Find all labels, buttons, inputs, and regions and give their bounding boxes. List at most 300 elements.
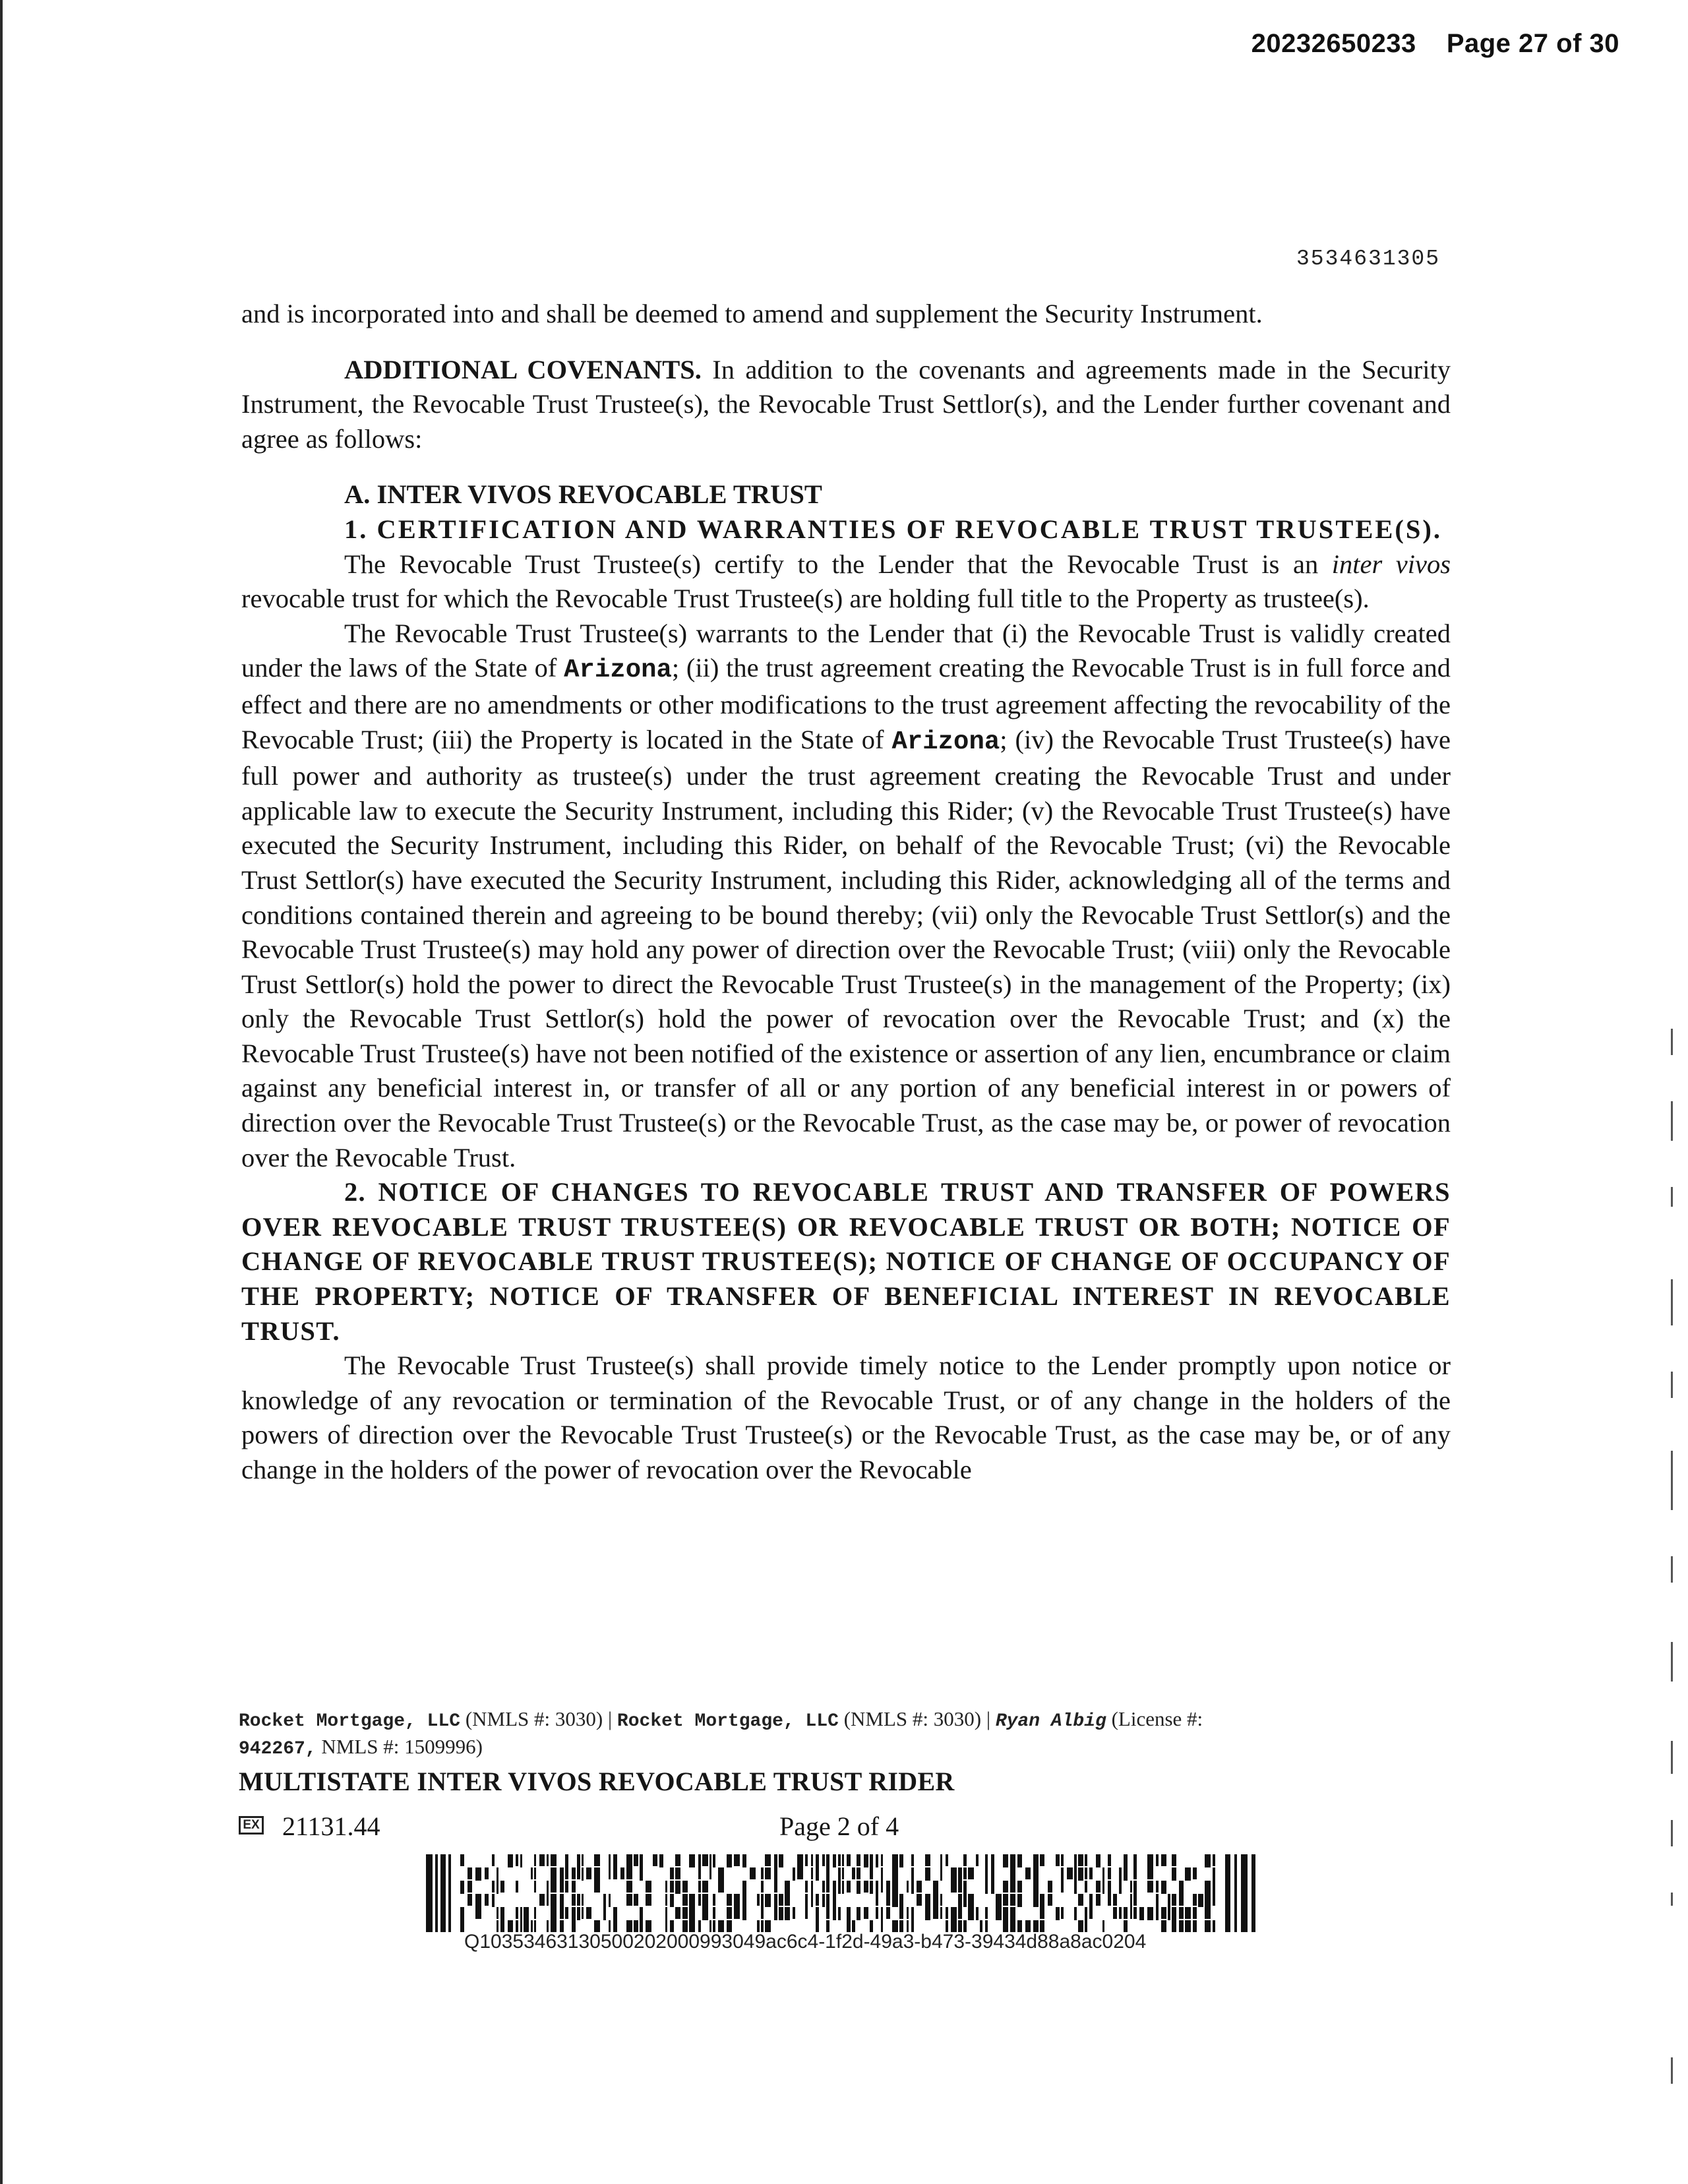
warranties-paragraph (241, 617, 1451, 1176)
barcode-module (811, 1854, 813, 1866)
originator-license: 942267, (239, 1739, 316, 1759)
barcode-module (626, 1894, 632, 1906)
barcode-module (1172, 1907, 1176, 1920)
form-page-number: Page 2 of 4 (779, 1811, 899, 1841)
barcode-module (870, 1854, 873, 1867)
barcode-module (551, 1907, 557, 1920)
warranties-text-1: The Revocable Trust Trustee(s) warrants to the Lender that (i) the Revocable Trust is validly created under the laws of the State of (241, 618, 1451, 683)
barcode-module (951, 1867, 957, 1881)
barcode-module (761, 1881, 764, 1893)
barcode-module (1193, 1907, 1197, 1919)
barcode-module (757, 1894, 760, 1906)
barcode-module (492, 1881, 495, 1893)
barcode-module (516, 1907, 518, 1919)
barcode-module (485, 1867, 489, 1879)
barcode-module (933, 1907, 938, 1919)
warranties-text-3: ; (iv) the Revocable Trust Trustee(s) have full power and authority as trustee(s) under the trust agreement creating the Revocable Trust and under applicable law to execute the Security Instrument, including this Rider; (v) the Revocable Trust Trustee(s) have executed the Security Instrument, including this Rider, on behalf of the Revocable Trust; (vi) the Revocable Trust Settlor(s) have executed the Security Instrument, including this Rider, acknowledging all of the terms and conditions contained therein and agreeing to be bound thereby; (vii) only the Revocable Trust Settlor(s) and the Revocable Trust Trustee(s) may hold any power of direction over the Revocable Trust; (viii) only the Revocable Trust Settlor(s) hold the power to direct the Revocable Trust Trustee(s) in the management of the Property; (ix) only the Revocable Trust Settlor(s) hold the power of revocation over the Revocable Trust; and (x) the Revocable Trust Trustee(s) have not been notified of the existence or assertion of any lien, encumbrance or claim against any beneficial interest in, or transfer of all or any portion of any beneficial interest in or powers of direction over the Revocable Trust Trustee(s) or the Revocable Trust, as the case may be, or power of revocation over the Revocable Trust. (241, 724, 1451, 1172)
barcode-module (1168, 1907, 1170, 1920)
barcode-module (857, 1867, 860, 1879)
form-title: MULTISTATE INTER VIVOS REVOCABLE TRUST RIDER (239, 1767, 955, 1796)
barcode-module (1089, 1867, 1093, 1879)
recording-number: 20232650233 (1251, 29, 1416, 58)
barcode-module (958, 1881, 962, 1893)
barcode-module (1161, 1920, 1166, 1932)
barcode-module (670, 1867, 674, 1879)
barcode-module (852, 1867, 855, 1879)
barcode-module (1130, 1907, 1132, 1919)
section-a-heading: A. INTER VIVOS REVOCABLE TRUST (344, 479, 822, 510)
barcode-module (805, 1881, 808, 1893)
barcode-module (838, 1881, 841, 1894)
barcode-module (985, 1854, 988, 1867)
barcode-module (958, 1867, 962, 1881)
barcode-module (520, 1907, 522, 1920)
barcode-module (634, 1894, 638, 1906)
barcode-module (876, 1854, 878, 1867)
barcode-module (682, 1894, 688, 1906)
barcode-module (1133, 1867, 1137, 1879)
barcode-module (475, 1894, 481, 1907)
barcode-module (1168, 1894, 1170, 1907)
barcode-module (1179, 1920, 1184, 1932)
barcode-module (626, 1867, 632, 1879)
barcode-module (1193, 1894, 1197, 1906)
barcode-module (917, 1881, 922, 1893)
barcode-module (460, 1907, 464, 1920)
barcode-module (1113, 1907, 1117, 1919)
barcode-module (1185, 1907, 1191, 1919)
originator-nmls: NMLS #: 1509996) (316, 1735, 483, 1758)
barcode-module (847, 1881, 851, 1893)
barcode-module (864, 1881, 868, 1893)
barcode-module (613, 1854, 617, 1867)
barcode-module (609, 1854, 611, 1867)
barcode-module (881, 1881, 883, 1893)
barcode-module (991, 1854, 994, 1867)
barcode-module (1213, 1920, 1215, 1932)
barcode-module (864, 1907, 868, 1919)
section-1-heading: 1. CERTIFICATION AND WARRANTIES OF REVOCABLE TRUST TRUSTEE(S). (344, 514, 1442, 544)
barcode-module (946, 1907, 948, 1919)
barcode-module (976, 1907, 979, 1920)
barcode-module (653, 1854, 657, 1866)
barcode-module (565, 1867, 568, 1879)
barcode-module (626, 1854, 632, 1867)
barcode-module (646, 1894, 651, 1906)
barcode-module (426, 1854, 433, 1932)
barcode-module (826, 1881, 829, 1893)
barcode-module (1102, 1867, 1104, 1881)
barcode-module (793, 1867, 795, 1881)
scan-edge-line (0, 0, 3, 2184)
barcode-module (440, 1854, 446, 1932)
barcode-module (838, 1867, 841, 1881)
barcode-module (500, 1907, 504, 1920)
barcode-module (911, 1854, 914, 1866)
barcode-module (911, 1907, 914, 1920)
barcode-module (1048, 1894, 1052, 1906)
barcode-module (586, 1867, 591, 1879)
barcode-module (1179, 1894, 1184, 1906)
barcode-module (1033, 1881, 1039, 1894)
barcode-module (886, 1907, 890, 1919)
barcode-module (1003, 1854, 1008, 1867)
barcode-module (475, 1867, 481, 1881)
barcode-module (689, 1907, 695, 1920)
barcode-module (1074, 1854, 1077, 1867)
barcode-module (811, 1867, 813, 1879)
barcode-module (646, 1881, 651, 1893)
barcode-module (750, 1867, 756, 1879)
barcode-module (1156, 1854, 1159, 1866)
intro-line: and is incorporated into and shall be deemed to amend and supplement the Security Instrument. (241, 299, 1263, 328)
barcode-module (968, 1894, 974, 1907)
barcode-module (713, 1854, 715, 1867)
barcode-module (1119, 1881, 1122, 1894)
barcode-module (886, 1894, 890, 1906)
barcode-module (582, 1854, 584, 1866)
barcode-module (675, 1867, 680, 1879)
lender-name: Rocket Mortgage, LLC (239, 1711, 461, 1732)
barcode-module (1085, 1854, 1087, 1866)
barcode-module (1010, 1867, 1015, 1881)
barcode-module (1161, 1907, 1166, 1919)
barcode-module (709, 1854, 711, 1867)
barcode-module (594, 1854, 600, 1866)
barcode-module (1010, 1907, 1015, 1920)
barcode-module (857, 1907, 860, 1920)
barcode-module (547, 1881, 549, 1894)
barcode-module (761, 1894, 764, 1907)
barcode-module (1161, 1854, 1166, 1866)
barcode-module (492, 1854, 495, 1866)
barcode-module (881, 1854, 883, 1866)
barcode-module (1078, 1854, 1083, 1866)
loan-number: 3534631305 (1296, 247, 1441, 271)
barcode-module (727, 1854, 732, 1867)
barcode-module (594, 1881, 600, 1893)
barcode-module (870, 1881, 873, 1894)
barcode-module (560, 1867, 564, 1881)
barcode-module (822, 1881, 825, 1893)
barcode-module (1074, 1881, 1077, 1894)
barcode-module (958, 1907, 962, 1919)
barcode-module (460, 1881, 464, 1894)
certification-paragraph (241, 547, 1451, 617)
barcode-module (793, 1907, 795, 1919)
barcode-module (709, 1867, 711, 1879)
barcode-module (689, 1854, 695, 1867)
barcode-module (985, 1881, 988, 1894)
recording-page-label: Page 27 of 30 (1446, 29, 1619, 58)
barcode-module (892, 1894, 898, 1907)
barcode-module (1147, 1907, 1153, 1920)
barcode-module (582, 1907, 584, 1919)
barcode-module (534, 1854, 536, 1866)
barcode-module (467, 1894, 472, 1906)
barcode-module (698, 1894, 701, 1906)
barcode-module (951, 1907, 957, 1920)
barcode-module (925, 1854, 930, 1866)
barcode-module (572, 1907, 576, 1920)
barcode-module (531, 1867, 533, 1879)
barcode-module (1010, 1881, 1015, 1893)
barcode-module (1061, 1881, 1064, 1893)
barcode-module (1096, 1854, 1100, 1867)
barcode-module (1213, 1881, 1215, 1894)
barcode-module (675, 1881, 680, 1894)
barcode-module (1205, 1907, 1211, 1919)
barcode-module (1061, 1867, 1064, 1881)
notice-paragraph: The Revocable Trust Trustee(s) shall provide timely notice to the Lender promptly upon notice or knowledge of any revocation or termination of the Revocable Trust, or of any change in the holders of the powers of direction over the Revocable Trust Trustee(s) or the Revocable Trust, as the case may be, or of any change in the holders of the power of revocation over the Revocable (241, 1350, 1451, 1484)
section-2-heading: 2. NOTICE OF CHANGES TO REVOCABLE TRUST AND TRANSFER OF POWERS OVER REVOCABLE TRUST TRUSTEE(S) OR REVOCABLE TRUST OR BOTH; NOTICE OF CHANGE OF REVOCABLE TRUST TRUSTEE(S); NOTICE OF CHANGE OF OCCUPANCY OF THE PROPERTY; NOTICE OF TRANSFER OF BENEFICIAL INTEREST IN REVOCABLE TRUST. (241, 1177, 1451, 1346)
barcode-module (734, 1854, 740, 1866)
barcode-module (1096, 1894, 1100, 1906)
barcode-module (779, 1854, 783, 1867)
barcode-module (551, 1854, 557, 1866)
barcode-module (761, 1907, 764, 1919)
barcode-module (826, 1867, 829, 1881)
barcode-module (1179, 1881, 1184, 1894)
barcode-module (774, 1867, 777, 1881)
scan-edge-marks (1671, 1029, 1673, 2150)
barcode-module (742, 1907, 746, 1920)
barcode-module (1010, 1894, 1015, 1906)
barcode-module (670, 1881, 674, 1893)
barcode-module (534, 1881, 536, 1893)
barcode-module (1061, 1854, 1064, 1866)
barcode-module (1056, 1907, 1060, 1920)
barcode-module (1251, 1854, 1255, 1932)
barcode-module (1078, 1894, 1083, 1906)
barcode-module (822, 1894, 825, 1907)
barcode-module (963, 1867, 967, 1879)
barcode-module (516, 1881, 518, 1893)
barcode-module (577, 1894, 580, 1906)
barcode-module (640, 1907, 643, 1920)
barcode-module (911, 1867, 914, 1881)
barcode-module (886, 1881, 890, 1894)
barcode-module (1133, 1881, 1137, 1894)
barcode-module (805, 1907, 808, 1919)
barcode-module (925, 1894, 930, 1907)
barcode-module (1017, 1854, 1022, 1867)
barcode-module (1193, 1920, 1197, 1932)
document-body (241, 297, 1451, 1488)
barcode-module (1172, 1854, 1176, 1866)
barcode-module (620, 1867, 624, 1879)
barcode-module (907, 1881, 909, 1893)
barcode-module (734, 1894, 740, 1907)
barcode-module (603, 1907, 606, 1920)
barcode-module (734, 1907, 740, 1919)
barcode-module (1085, 1907, 1087, 1920)
barcode-module (847, 1854, 851, 1866)
barcode-module (742, 1881, 746, 1894)
barcode-module (560, 1894, 564, 1907)
barcode-module (577, 1854, 580, 1867)
barcode-module (963, 1881, 967, 1894)
barcode-module (665, 1881, 667, 1893)
barcode-module (718, 1867, 724, 1881)
barcode-module (1185, 1867, 1191, 1881)
barcode-module (1003, 1907, 1008, 1920)
barcode-module (467, 1867, 472, 1879)
barcode-module (1003, 1881, 1008, 1893)
barcode-module (659, 1854, 663, 1867)
barcode-module (1074, 1867, 1077, 1881)
barcode-module (1133, 1894, 1137, 1906)
barcode-module (497, 1867, 498, 1881)
barcode-module (811, 1881, 813, 1894)
barcode-module (779, 1907, 783, 1920)
barcode-module (702, 1894, 708, 1907)
barcode-module (675, 1907, 680, 1919)
barcode-module (539, 1854, 545, 1866)
barcode-module (899, 1854, 903, 1867)
barcode-module (816, 1894, 819, 1906)
barcode-module (727, 1894, 732, 1906)
barcode-module (797, 1854, 803, 1867)
barcode-module (996, 1907, 1002, 1920)
barcode-module (539, 1894, 545, 1906)
barcode-module (675, 1854, 680, 1866)
barcode-module (963, 1894, 967, 1907)
barcode-module (1040, 1907, 1044, 1919)
barcode-module (713, 1907, 715, 1919)
lender-nmls: (NMLS #: 3030) | (460, 1707, 617, 1730)
barcode-module (870, 1867, 873, 1879)
barcode-module (485, 1894, 489, 1906)
barcode-module (1172, 1867, 1176, 1881)
barcode-module (1213, 1854, 1215, 1866)
barcode-module (1096, 1881, 1100, 1893)
barcode-module (560, 1907, 564, 1919)
barcode-module (765, 1854, 771, 1866)
barcode-module (985, 1907, 988, 1919)
barcode-module (1147, 1867, 1153, 1879)
barcode-module (847, 1907, 851, 1920)
barcode-module (963, 1854, 967, 1866)
barcode-module (1205, 1920, 1211, 1932)
barcode-module (1241, 1854, 1248, 1932)
barcode-module (1124, 1907, 1128, 1919)
barcode-module (565, 1907, 568, 1919)
barcode-module (933, 1881, 938, 1894)
barcode-module (940, 1854, 942, 1867)
barcode-module (968, 1867, 974, 1879)
barcode-module (779, 1894, 783, 1906)
barcode-module (892, 1881, 898, 1894)
barcode-module (864, 1854, 868, 1867)
certification-text-2: revocable trust for which the Revocable Trust Trustee(s) are holding full title to the Property as trustee(s). (241, 584, 1370, 614)
barcode-module (917, 1894, 922, 1906)
barcode-module (1172, 1894, 1176, 1906)
barcode-module (968, 1907, 974, 1920)
additional-covenants-paragraph (241, 353, 1451, 457)
barcode-module (1108, 1894, 1111, 1906)
barcode-module (1056, 1854, 1060, 1866)
inter-vivos-italic: inter vivos (1331, 549, 1451, 579)
barcode-module (1179, 1907, 1184, 1919)
barcode-module (1205, 1894, 1211, 1907)
barcode-module (940, 1894, 942, 1906)
barcode-module (933, 1894, 938, 1907)
barcode-module (1074, 1907, 1077, 1920)
barcode-module (985, 1867, 988, 1881)
barcode-module (1119, 1907, 1122, 1919)
barcode-module (1130, 1894, 1132, 1907)
barcode-module (613, 1907, 617, 1920)
barcode-module (565, 1854, 568, 1867)
barcode-module (892, 1854, 898, 1867)
barcode-module (1033, 1894, 1039, 1907)
barcode-module (1017, 1881, 1022, 1893)
additional-covenants-text: In addition to the covenants and agreements made in the Security Instrument, the Revocable Trust Trustee(s), the Revocable Trust Settlor(s), and the Lender further covenant and agree as follows: (241, 354, 1451, 454)
barcode-module (816, 1854, 819, 1867)
barcode-module (609, 1894, 611, 1907)
barcode-module (1089, 1894, 1093, 1907)
barcode-module (1017, 1894, 1022, 1907)
barcode-module (1205, 1854, 1211, 1867)
barcode-module (1124, 1854, 1128, 1867)
barcode-module (946, 1854, 948, 1866)
barcode-module (1130, 1881, 1132, 1893)
barcode-module (774, 1894, 777, 1907)
barcode-module (1033, 1854, 1039, 1867)
barcode-module (785, 1894, 790, 1906)
barcode-module (670, 1894, 674, 1907)
barcode-module (1003, 1894, 1008, 1906)
barcode-module (1108, 1854, 1111, 1866)
barcode-module (1172, 1920, 1176, 1932)
barcode-module (508, 1854, 513, 1867)
barcode-module (907, 1907, 909, 1919)
barcode-module (702, 1907, 708, 1920)
barcode-module (1225, 1854, 1230, 1932)
barcode-module (594, 1867, 600, 1881)
barcode-module (899, 1907, 903, 1919)
lender-nmls: (NMLS #: 3030) | (838, 1707, 996, 1730)
barcode-module (516, 1854, 518, 1866)
barcode-module (603, 1894, 606, 1907)
barcode-module (1033, 1867, 1039, 1881)
barcode-module (991, 1867, 994, 1881)
barcode-module (1067, 1867, 1073, 1879)
barcode-module (826, 1907, 829, 1919)
barcode-module (925, 1867, 930, 1881)
barcode-module (665, 1894, 667, 1906)
barcode-module (1156, 1894, 1159, 1907)
barcode-module (1089, 1907, 1093, 1919)
barcode-module (1161, 1881, 1166, 1894)
barcode-module (1156, 1881, 1159, 1893)
barcode-module (857, 1854, 860, 1866)
barcode-module (460, 1854, 464, 1866)
barcode-module (996, 1894, 1002, 1907)
barcode-module (1025, 1867, 1031, 1879)
barcode-module (742, 1854, 746, 1867)
barcode-module (1119, 1867, 1122, 1881)
barcode-module (785, 1907, 790, 1920)
barcode-module (582, 1867, 584, 1881)
barcode-module (626, 1881, 632, 1893)
barcode-module (572, 1867, 576, 1879)
lender-name: Rocket Mortgage, LLC (617, 1711, 839, 1732)
lender-identification (239, 1707, 1426, 1762)
barcode (426, 1854, 1257, 1932)
warranties-text-2: ; (ii) the trust agreement creating the Revocable Trust is in full force and effect and there are no amendments or other modifications to the trust agreement affecting the revocability of the Revocable Trust; (iii) the Property is located in the State of (241, 653, 1451, 754)
